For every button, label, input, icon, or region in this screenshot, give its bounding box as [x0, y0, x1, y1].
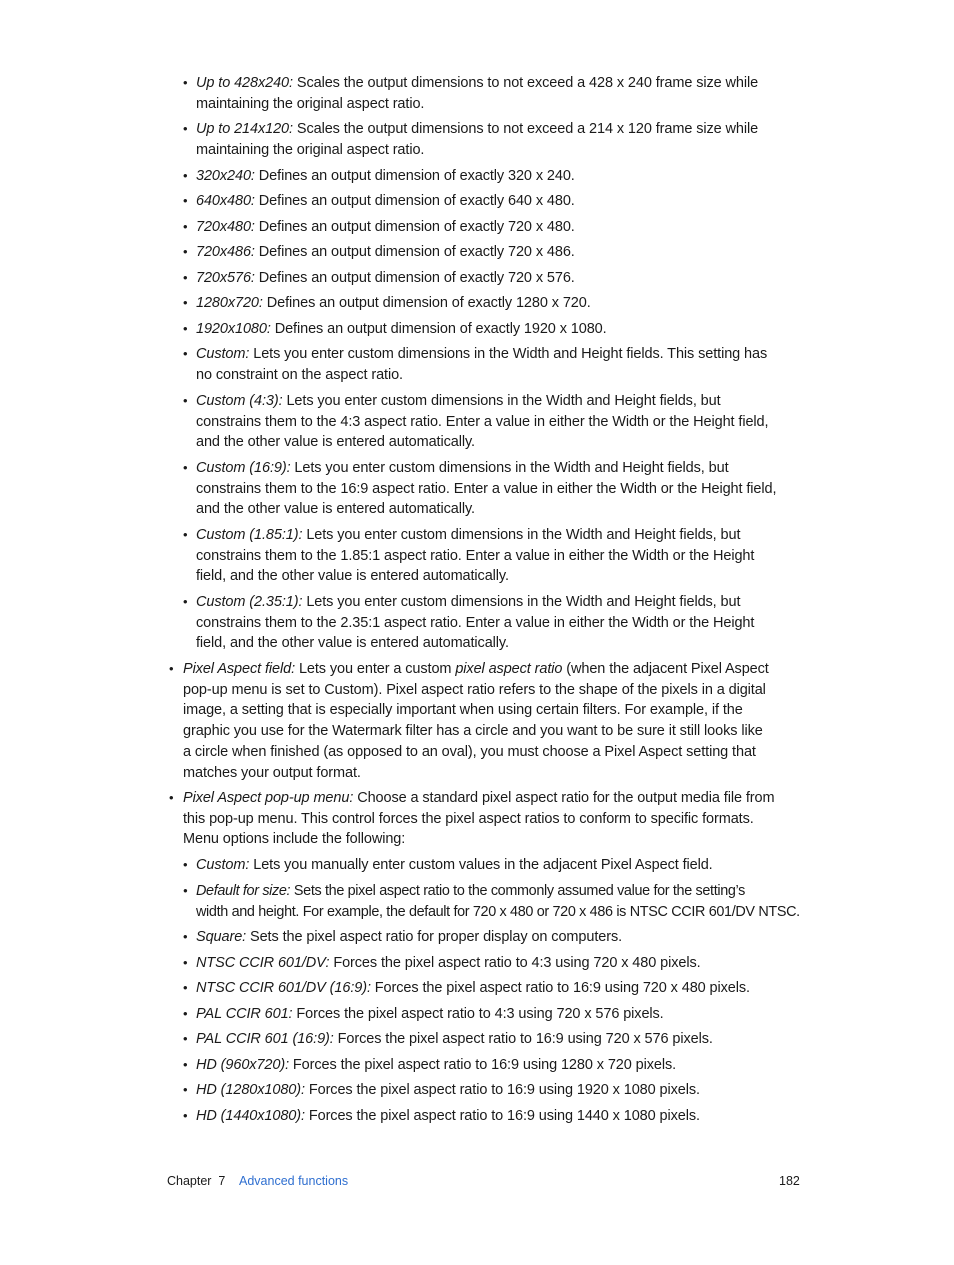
item-text: a circle when finished (as opposed to an oval), you must choose a Pixel Aspect setting that	[183, 743, 756, 760]
item-text: field, and the other value is entered automatically.	[196, 568, 509, 585]
list-item	[183, 927, 623, 948]
item-term: Custom:	[196, 857, 250, 873]
item-text: Lets you enter custom dimensions in the Width and Height fields. This setting has	[249, 346, 768, 362]
list-item	[169, 788, 775, 850]
bullet-glyph: •	[183, 980, 188, 995]
bullet-glyph: •	[169, 661, 174, 676]
item-text: Defines an output dimension of exactly 320 x 240.	[254, 168, 575, 184]
item-text: no constraint on the aspect ratio.	[196, 366, 403, 383]
item-text: width and height. For example, the default for 720 x 480 or 720 x 486 is NTSC CCIR 601/DV NTSC.	[196, 903, 800, 920]
item-text: Defines an output dimension of exactly 1280 x 720.	[262, 295, 591, 311]
list-item	[183, 953, 701, 974]
bullet-glyph: •	[183, 460, 188, 475]
item-text: and the other value is entered automatically.	[196, 501, 475, 518]
list-item	[183, 119, 759, 160]
item-text: Lets you enter custom dimensions in the Width and Height fields, but	[302, 594, 741, 610]
bullet-glyph: •	[183, 1031, 188, 1046]
item-term: Pixel Aspect field:	[183, 661, 296, 677]
bullet-glyph: •	[183, 295, 188, 310]
item-term: 640x480:	[196, 193, 255, 209]
item-emphasis: pixel aspect ratio	[455, 661, 563, 677]
item-term: HD (960x720):	[196, 1057, 289, 1073]
item-text: matches your output format.	[183, 764, 361, 781]
list-item	[183, 1055, 677, 1076]
item-term: 720x486:	[196, 244, 255, 260]
item-term: Pixel Aspect pop-up menu:	[183, 790, 354, 806]
item-term: PAL CCIR 601 (16:9):	[196, 1031, 334, 1047]
bullet-glyph: •	[183, 244, 188, 259]
list-item	[183, 344, 768, 385]
item-text: this pop-up menu. This control forces the pixel aspect ratios to conform to specific formats.	[183, 810, 754, 827]
list-item	[183, 881, 800, 922]
item-text: maintaining the original aspect ratio.	[196, 141, 425, 158]
item-text: Lets you enter custom dimensions in the Width and Height fields, but	[302, 527, 741, 543]
item-text: constrains them to the 1.85:1 aspect ratio. Enter a value in either the Width or the Height	[196, 547, 755, 564]
list-item	[183, 73, 759, 114]
item-term: 1280x720:	[196, 295, 263, 311]
item-term: Custom (2.35:1):	[196, 594, 303, 610]
item-text: Choose a standard pixel aspect ratio for the output media file from	[353, 790, 775, 806]
bullet-glyph: •	[183, 929, 188, 944]
list-item	[183, 166, 575, 187]
bullet-glyph: •	[183, 121, 188, 136]
item-text: Forces the pixel aspect ratio to 16:9 using 1280 x 720 pixels.	[289, 1057, 677, 1073]
item-text: Lets you enter custom dimensions in the Width and Height fields, but	[282, 393, 721, 409]
item-text: Forces the pixel aspect ratio to 4:3 using 720 x 480 pixels.	[329, 955, 701, 971]
bullet-glyph: •	[183, 883, 188, 898]
item-term: Custom (16:9):	[196, 460, 291, 476]
item-text: Lets you enter custom dimensions in the Width and Height fields, but	[290, 460, 729, 476]
item-text: (when the adjacent Pixel Aspect	[562, 661, 769, 677]
list-item	[183, 319, 607, 340]
item-term: Up to 428x240:	[196, 75, 293, 91]
bullet-glyph: •	[183, 321, 188, 336]
bullet-glyph: •	[183, 857, 188, 872]
item-term: NTSC CCIR 601/DV:	[196, 955, 330, 971]
bullet-glyph: •	[183, 393, 188, 408]
bullet-glyph: •	[183, 1108, 188, 1123]
item-term: 720x480:	[196, 219, 255, 235]
item-text: Forces the pixel aspect ratio to 16:9 using 720 x 480 pixels.	[370, 980, 750, 996]
list-item	[183, 592, 755, 654]
item-text: Scales the output dimensions to not exceed a 214 x 120 frame size while	[292, 121, 759, 137]
item-text: Defines an output dimension of exactly 640 x 480.	[254, 193, 575, 209]
item-text: Lets you enter a custom	[295, 661, 456, 677]
item-text: graphic you use for the Watermark filter has a circle and you want to be sure it still looks like	[183, 723, 763, 740]
bullet-glyph: •	[183, 955, 188, 970]
bullet-glyph: •	[183, 594, 188, 609]
page-number: 182	[779, 1174, 800, 1188]
item-text: constrains them to the 4:3 aspect ratio. Enter a value in either the Width or the Height field,	[196, 413, 769, 430]
item-text: Defines an output dimension of exactly 720 x 576.	[254, 270, 575, 286]
item-text: Sets the pixel aspect ratio to the commonly assumed value for the setting’s	[290, 883, 746, 899]
bullet-glyph: •	[183, 168, 188, 183]
item-term: 720x576:	[196, 270, 255, 286]
list-item	[183, 268, 575, 289]
item-term: Up to 214x120:	[196, 121, 293, 137]
item-text: Lets you manually enter custom values in the adjacent Pixel Aspect field.	[249, 857, 713, 873]
item-term: HD (1280x1080):	[196, 1082, 305, 1098]
item-term: Custom (1.85:1):	[196, 527, 303, 543]
item-term: NTSC CCIR 601/DV (16:9):	[196, 980, 371, 996]
item-text: Forces the pixel aspect ratio to 4:3 using 720 x 576 pixels.	[292, 1006, 664, 1022]
item-text: Defines an output dimension of exactly 720 x 480.	[254, 219, 575, 235]
item-term: Custom (4:3):	[196, 393, 283, 409]
list-item	[183, 978, 750, 999]
list-item	[183, 293, 591, 314]
bullet-glyph: •	[183, 527, 188, 542]
item-text: Forces the pixel aspect ratio to 16:9 using 1920 x 1080 pixels.	[304, 1082, 700, 1098]
item-text: Menu options include the following:	[183, 831, 406, 848]
bullet-glyph: •	[183, 193, 188, 208]
item-text: Forces the pixel aspect ratio to 16:9 using 1440 x 1080 pixels.	[304, 1108, 700, 1124]
list-item	[183, 458, 777, 520]
item-text: Sets the pixel aspect ratio for proper display on computers.	[246, 929, 623, 945]
bullet-glyph: •	[183, 219, 188, 234]
item-term: 1920x1080:	[196, 321, 271, 337]
item-text: Scales the output dimensions to not exceed a 428 x 240 frame size while	[292, 75, 759, 91]
item-text: field, and the other value is entered automatically.	[196, 635, 509, 652]
footer-section-link[interactable]: Advanced functions	[239, 1174, 349, 1188]
list-item	[169, 659, 769, 783]
bullet-glyph: •	[183, 75, 188, 90]
item-text: maintaining the original aspect ratio.	[196, 95, 425, 112]
list-item	[183, 217, 575, 238]
item-term: PAL CCIR 601:	[196, 1006, 293, 1022]
item-text: constrains them to the 16:9 aspect ratio. Enter a value in either the Width or the Height field,	[196, 480, 777, 497]
list-item	[183, 391, 769, 453]
bullet-glyph: •	[183, 270, 188, 285]
item-text: Forces the pixel aspect ratio to 16:9 using 720 x 576 pixels.	[333, 1031, 713, 1047]
item-text: constrains them to the 2.35:1 aspect ratio. Enter a value in either the Width or the Height	[196, 614, 755, 631]
item-term: Square:	[196, 929, 247, 945]
item-term: Custom:	[196, 346, 250, 362]
footer-chapter-label: Chapter 7	[167, 1174, 226, 1188]
item-text: Defines an output dimension of exactly 1920 x 1080.	[270, 321, 607, 337]
bullet-glyph: •	[183, 346, 188, 361]
list-item	[183, 1029, 713, 1050]
list-item	[183, 525, 755, 587]
list-item	[183, 1080, 700, 1101]
bullet-glyph: •	[183, 1082, 188, 1097]
bullet-glyph: •	[183, 1006, 188, 1021]
item-text: Defines an output dimension of exactly 720 x 486.	[254, 244, 575, 260]
bullet-glyph: •	[169, 790, 174, 805]
list-item	[183, 1004, 664, 1025]
bullet-glyph: •	[183, 1057, 188, 1072]
item-term: HD (1440x1080):	[196, 1108, 305, 1124]
list-item	[183, 242, 575, 263]
item-term: Default for size:	[196, 883, 291, 899]
item-text: and the other value is entered automatically.	[196, 434, 475, 451]
list-item	[183, 855, 713, 876]
item-term: 320x240:	[196, 168, 255, 184]
item-text: image, a setting that is especially important when using certain filters. For example, if the	[183, 702, 743, 719]
list-item	[183, 191, 575, 212]
list-item	[183, 1106, 700, 1127]
item-text: pop-up menu is set to Custom). Pixel aspect ratio refers to the shape of the pixels in a digital	[183, 681, 766, 698]
